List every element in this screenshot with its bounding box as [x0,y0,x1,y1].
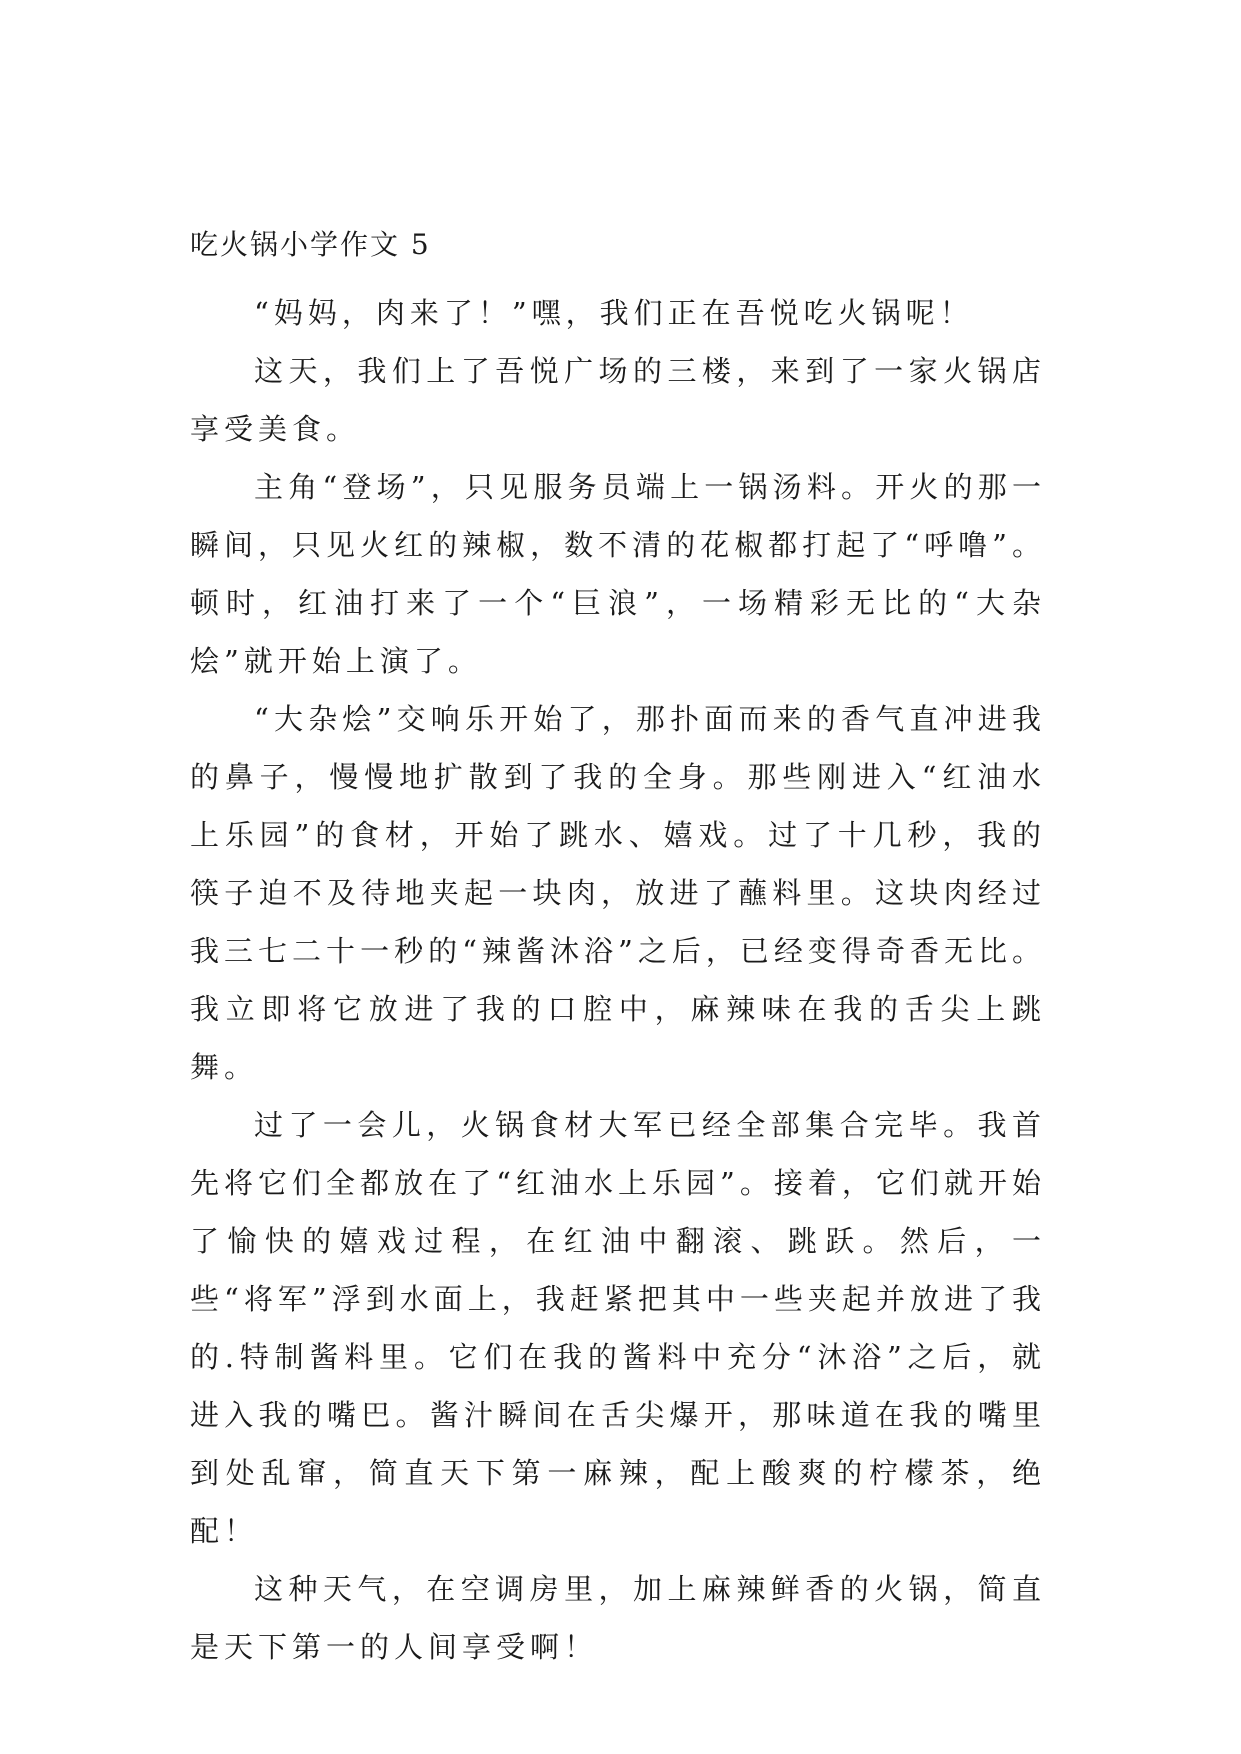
document-title: 吃火锅小学作文 5 [190,228,431,261]
paragraph-2: 这天，我们上了吾悦广场的三楼，来到了一家火锅店享受美食。 [190,354,1046,446]
paragraph-4: “大杂烩”交响乐开始了，那扑面而来的香气直冲进我的鼻子，慢慢地扩散到了我的全身。那些刚进入“红油水上乐园”的食材，开始了跳水、嬉戏。过了十几秒，我的筷子迫不及待地夹起一块肉，放进了蘸料里。这块肉经过我三七二十一秒的“辣酱沐浴”之后，已经变得奇香无比。我立即将它放进了我的口腔中，麻辣味在我的舌尖上跳舞。 [190,702,1046,1084]
paragraph-1: “妈妈，肉来了！”嘿，我们正在吾悦吃火锅呢！ [254,296,974,330]
paragraph-5: 过了一会儿，火锅食材大军已经全部集合完毕。我首先将它们全都放在了“红油水上乐园”。接着，它们就开始了愉快的嬉戏过程，在红油中翻滚、跳跃。然后，一些“将军”浮到水面上，我赶紧把其中一些夹起并放进了我的.特制酱料里。它们在我的酱料中充分“沐浴”之后，就进入我的嘴巴。酱汁瞬间在舌尖爆开，那味道在我的嘴里到处乱窜，简直天下第一麻辣，配上酸爽的柠檬茶，绝配！ [190,1108,1046,1548]
document-body [190,222,1046,1676]
paragraph-3: 主角“登场”，只见服务员端上一锅汤料。开火的那一瞬间，只见火红的辣椒，数不清的花椒都打起了“呼噜”。顿时，红油打来了一个“巨浪”，一场精彩无比的“大杂烩”就开始上演了。 [190,470,1046,678]
title-spacer [190,268,1046,284]
paragraph-6: 这种天气，在空调房里，加上麻辣鲜香的火锅，简直是天下第一的人间享受啊！ [190,1572,1046,1664]
